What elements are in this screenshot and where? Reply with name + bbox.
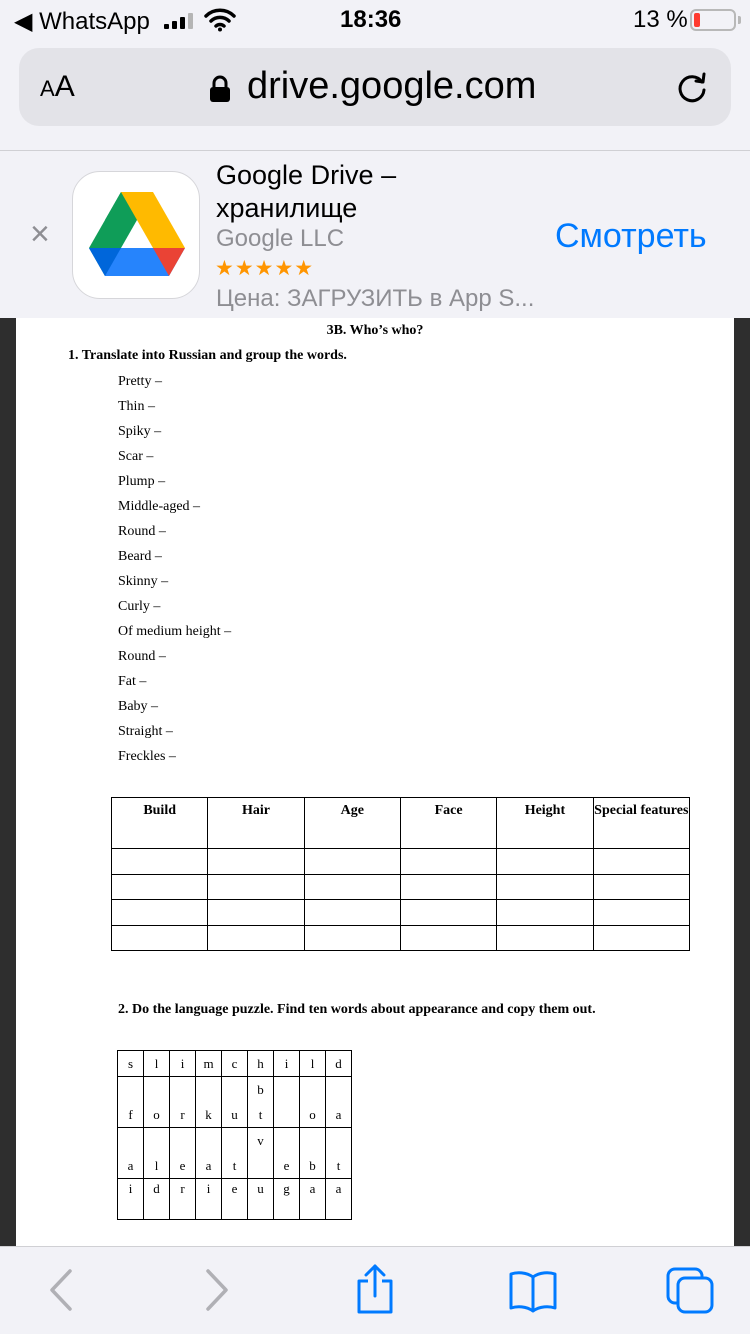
word-item: Beard –	[118, 549, 162, 564]
word-item: Round –	[118, 524, 166, 539]
puzzle-cell: i	[196, 1179, 222, 1220]
word-item: Thin –	[118, 399, 155, 414]
puzzle-row	[118, 1128, 352, 1179]
word-list	[118, 373, 231, 773]
puzzle-cell: s	[118, 1051, 144, 1077]
column-header-face: Face	[400, 798, 496, 849]
puzzle-cell: b	[300, 1128, 326, 1179]
puzzle-cell: d	[326, 1051, 352, 1077]
word-item: Baby –	[118, 699, 159, 714]
back-to-app-link[interactable]: ◀ WhatsApp	[14, 8, 150, 35]
puzzle-cell: o	[144, 1077, 170, 1128]
reload-icon[interactable]	[675, 70, 709, 104]
smart-app-banner	[0, 150, 750, 318]
word-item: Straight –	[118, 724, 173, 739]
app-developer: Google LLC	[216, 225, 345, 252]
puzzle-cell: a	[300, 1179, 326, 1220]
word-item: Freckles –	[118, 749, 176, 764]
puzzle-cell: c	[222, 1051, 248, 1077]
puzzle-cell: h	[248, 1051, 274, 1077]
puzzle-cell: u	[222, 1077, 248, 1128]
url-text[interactable]: drive.google.com	[247, 65, 537, 107]
puzzle-row	[118, 1051, 352, 1077]
word-item: Plump –	[118, 474, 166, 489]
puzzle-cell: l	[144, 1051, 170, 1077]
document-page[interactable]	[16, 318, 734, 1246]
word-item: Skinny –	[118, 574, 169, 589]
forward-icon[interactable]	[202, 1267, 232, 1313]
puzzle-cell: g	[274, 1179, 300, 1220]
puzzle-cell: b t	[248, 1077, 274, 1128]
puzzle-row	[118, 1179, 352, 1220]
wifi-icon	[204, 8, 236, 32]
back-icon[interactable]	[46, 1267, 76, 1313]
document-title: 3B. Who’s who?	[326, 323, 424, 338]
tabs-icon[interactable]	[664, 1265, 716, 1315]
puzzle-cell: l	[300, 1051, 326, 1077]
puzzle-cell: i	[274, 1051, 300, 1077]
address-bar[interactable]	[19, 48, 731, 126]
status-bar	[0, 0, 750, 40]
puzzle-cell: i	[118, 1179, 144, 1220]
clock: 18:36	[340, 6, 402, 33]
share-icon[interactable]	[354, 1263, 396, 1315]
bookmarks-icon[interactable]	[508, 1269, 558, 1313]
puzzle-cell: l	[144, 1128, 170, 1179]
puzzle-cell: t	[222, 1128, 248, 1179]
table-header-row	[112, 798, 690, 849]
column-header-age: Age	[304, 798, 400, 849]
google-drive-logo-icon	[89, 192, 185, 278]
app-price: Цена: ЗАГРУЗИТЬ в App S...	[216, 285, 535, 312]
puzzle-cell: e	[170, 1128, 196, 1179]
table-row	[112, 900, 690, 926]
puzzle-cell: e	[222, 1179, 248, 1220]
word-item: Of medium height –	[118, 624, 232, 639]
word-item: Scar –	[118, 449, 154, 464]
puzzle-cell: r	[170, 1077, 196, 1128]
puzzle-cell: k	[196, 1077, 222, 1128]
battery-icon	[690, 9, 736, 31]
column-header-height: Height	[497, 798, 593, 849]
browser-toolbar	[0, 1246, 750, 1334]
puzzle-cell: t	[326, 1128, 352, 1179]
word-item: Round –	[118, 649, 166, 664]
text-size-button[interactable]: AA	[40, 70, 75, 103]
word-item: Pretty –	[118, 374, 162, 389]
close-banner-button[interactable]: ×	[30, 215, 50, 253]
column-header-hair: Hair	[208, 798, 304, 849]
task-1-heading: 1. Translate into Russian and group the words.	[68, 348, 347, 363]
battery-percent: 13 %	[633, 6, 688, 33]
puzzle-cell: i	[170, 1051, 196, 1077]
word-item: Curly –	[118, 599, 161, 614]
word-item: Spiky –	[118, 424, 162, 439]
puzzle-cell: f	[118, 1077, 144, 1128]
word-item: Middle-aged –	[118, 499, 201, 514]
puzzle-cell: r	[170, 1179, 196, 1220]
puzzle-cell: a	[196, 1128, 222, 1179]
puzzle-cell: e	[274, 1128, 300, 1179]
puzzle-cell: v	[248, 1128, 274, 1179]
table-row	[112, 849, 690, 875]
lock-icon	[209, 75, 231, 103]
task-2-heading: 2. Do the language puzzle. Find ten words about appearance and copy them out.	[118, 1002, 596, 1017]
puzzle-cell: a	[326, 1077, 352, 1128]
cellular-signal-icon	[164, 13, 196, 29]
app-title: Google Drive – хранилище	[216, 160, 397, 223]
view-app-button[interactable]: Смотреть	[555, 217, 707, 255]
puzzle-cell: a	[326, 1179, 352, 1220]
puzzle-cell: d	[144, 1179, 170, 1220]
google-drive-app-icon[interactable]	[72, 171, 200, 299]
rating-stars: ★★★★★	[215, 257, 315, 280]
puzzle-cell: a	[118, 1128, 144, 1179]
word-puzzle-grid	[117, 1050, 352, 1220]
puzzle-row	[118, 1077, 352, 1128]
puzzle-cell	[274, 1077, 300, 1128]
column-header-build: Build	[112, 798, 208, 849]
table-row	[112, 874, 690, 900]
column-header-special-features: Special features	[593, 798, 689, 849]
grouping-table	[111, 797, 690, 951]
word-item: Fat –	[118, 674, 147, 689]
puzzle-cell: m	[196, 1051, 222, 1077]
puzzle-cell: u	[248, 1179, 274, 1220]
browser-header	[0, 40, 750, 150]
puzzle-cell: o	[300, 1077, 326, 1128]
table-row	[112, 925, 690, 951]
